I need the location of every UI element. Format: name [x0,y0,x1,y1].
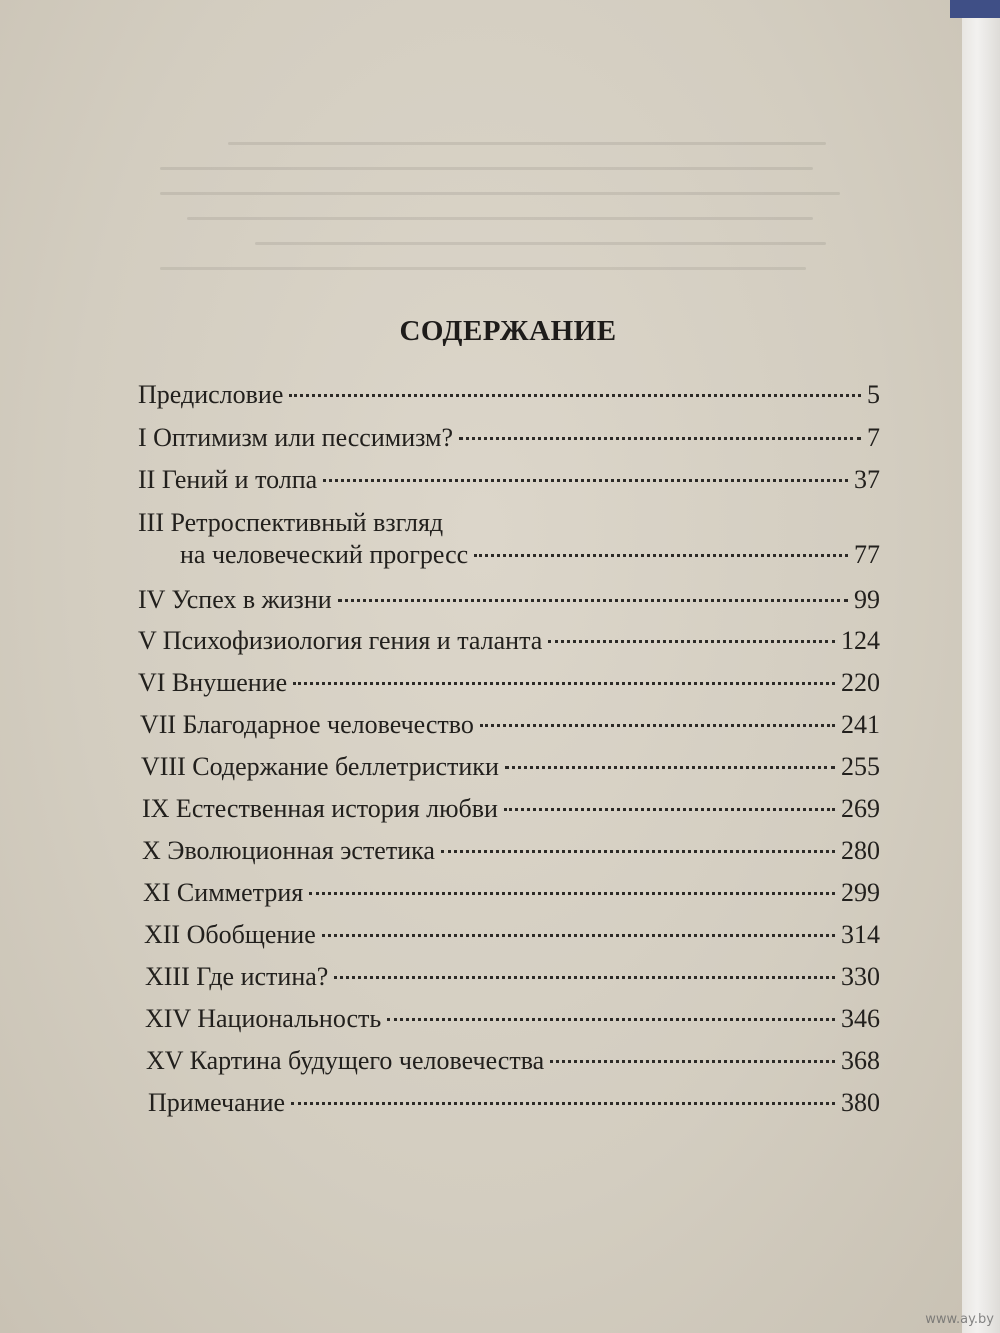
toc-entry-title: X Эволюционная эстетика [142,836,435,865]
toc-entry-title: Примечание [148,1088,286,1117]
toc-entry-page: 220 [841,668,880,697]
toc-entry-title: XIII Где истина? [145,962,329,991]
toc-entry-page: 99 [854,585,880,614]
toc-entry [138,626,880,662]
toc-entry-page: 77 [854,540,880,569]
toc-entry [138,465,880,501]
toc-entry-page: 314 [841,920,880,949]
toc-entry-page: 269 [841,794,880,823]
toc-leader-dots [550,1060,835,1063]
toc-entry-title: VI Внушение [138,668,288,697]
toc-entry-page: 299 [841,878,880,907]
toc-entry [143,878,880,914]
toc-entry-title: на человеческий прогресс [180,540,469,569]
toc-entry-title: XIV Национальность [145,1004,382,1033]
toc-leader-dots [474,554,848,557]
toc-entry-title: VII Благодарное человечество [140,710,474,739]
toc-entry-page: 280 [841,836,880,865]
toc-leader-dots [323,479,848,482]
toc-entry-title-line1: III Ретроспективный взгляд [138,508,444,537]
toc-leader-dots [309,892,835,895]
toc-entry [144,920,880,956]
toc-entry-title: VIII Содержание беллетристики [141,752,499,781]
toc-entry [146,1046,880,1082]
toc-entry [138,668,880,704]
toc-entry [141,752,880,788]
toc-leader-dots [504,808,835,811]
toc-entry-page: 124 [841,626,880,655]
toc-entry [140,710,880,746]
toc-entry-page: 330 [841,962,880,991]
toc-entry-title: XII Обобщение [144,920,316,949]
toc-entry-page: 37 [854,465,880,494]
toc-entry [145,1004,880,1040]
toc-entry-page: 5 [867,380,880,409]
toc-leader-dots [505,766,835,769]
toc-entry [180,540,880,576]
toc-entry-page: 368 [841,1046,880,1075]
toc-entry-title: I Оптимизм или пессимизм? [138,423,454,452]
toc-leader-dots [459,437,861,440]
toc-entry-page: 255 [841,752,880,781]
toc-leader-dots [291,1102,835,1105]
toc-entry [145,962,880,998]
toc-entry-title: IV Успех в жизни [138,585,332,614]
toc-entry-title: V Психофизиология гения и таланта [138,626,543,655]
toc-entry-title: II Гений и толпа [138,465,318,494]
toc-entry-title: Предисловие [138,380,284,409]
toc-entry-title: IX Естественная история любви [142,794,498,823]
toc-entry-page: 7 [867,423,880,452]
toc-leader-dots [293,682,835,685]
watermark: www.ay.by [925,1312,994,1327]
toc-entry-title: XV Картина будущего человечества [146,1046,545,1075]
toc-entry-page: 380 [841,1088,880,1117]
toc-leader-dots [289,394,861,397]
toc-entry-title: XI Симметрия [143,878,304,907]
page-title: СОДЕРЖАНИЕ [399,315,617,347]
toc-entry [142,794,880,830]
toc-entry [138,423,880,459]
toc-leader-dots [338,599,848,602]
toc-leader-dots [322,934,835,937]
toc-entry [138,380,880,416]
toc-entry-page: 241 [841,710,880,739]
toc-leader-dots [548,640,835,643]
toc-entry [138,585,880,621]
toc-leader-dots [334,976,835,979]
toc-leader-dots [387,1018,835,1021]
toc-entry-page: 346 [841,1004,880,1033]
toc-entry [142,836,880,872]
toc-leader-dots [441,850,835,853]
toc-entry [148,1088,880,1124]
toc-leader-dots [480,724,835,727]
